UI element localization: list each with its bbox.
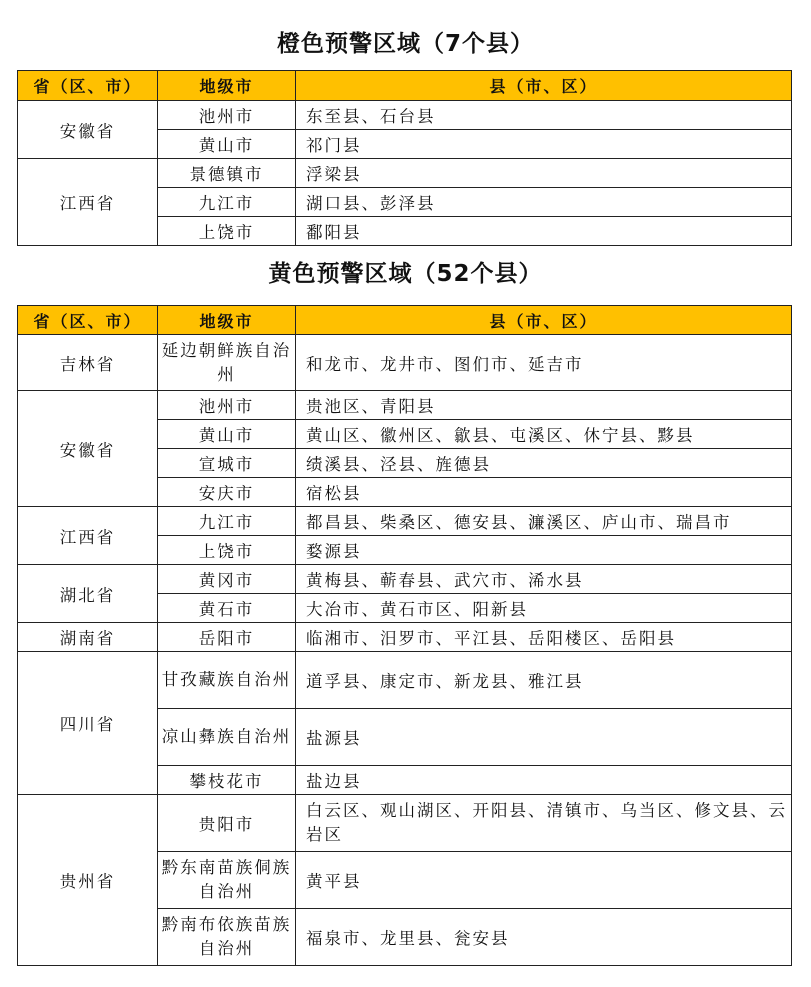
header-province: 省（区、市） [18, 306, 158, 335]
table-row [18, 335, 792, 391]
city-cell: 安庆市 [158, 478, 296, 507]
city-cell: 池州市 [158, 391, 296, 420]
table-row [18, 507, 792, 536]
city-cell: 宣城市 [158, 449, 296, 478]
county-cell: 宿松县 [296, 478, 792, 507]
city-cell: 贵阳市 [158, 795, 296, 852]
county-cell: 贵池区、青阳县 [296, 391, 792, 420]
city-cell: 攀枝花市 [158, 766, 296, 795]
city-cell: 池州市 [158, 101, 296, 130]
county-cell: 盐源县 [296, 709, 792, 766]
table-row [18, 391, 792, 420]
county-cell: 东至县、石台县 [296, 101, 792, 130]
city-cell: 黄冈市 [158, 565, 296, 594]
city-cell: 上饶市 [158, 536, 296, 565]
province-cell: 安徽省 [18, 391, 158, 507]
province-cell: 安徽省 [18, 101, 158, 159]
county-cell: 祁门县 [296, 130, 792, 159]
header-county: 县（市、区） [296, 306, 792, 335]
city-cell: 黔南布依族苗族自治州 [158, 909, 296, 966]
yellow-warning-title: 黄色预警区域（52个县） [268, 261, 543, 287]
county-cell: 鄱阳县 [296, 217, 792, 246]
orange-warning-title: 橙色预警区域（7个县） [276, 31, 534, 57]
city-cell: 上饶市 [158, 217, 296, 246]
table-header-row [18, 71, 792, 101]
county-cell: 福泉市、龙里县、瓮安县 [296, 909, 792, 966]
table-row [18, 565, 792, 594]
table-row [18, 623, 792, 652]
city-cell: 甘孜藏族自治州 [158, 652, 296, 709]
city-cell: 延边朝鲜族自治州 [158, 335, 296, 391]
city-cell: 凉山彝族自治州 [158, 709, 296, 766]
county-cell: 道孚县、康定市、新龙县、雅江县 [296, 652, 792, 709]
province-cell: 吉林省 [18, 335, 158, 391]
county-cell: 浮梁县 [296, 159, 792, 188]
table-row [18, 652, 792, 709]
table-row [18, 101, 792, 130]
county-cell: 和龙市、龙井市、图们市、延吉市 [296, 335, 792, 391]
county-cell: 绩溪县、泾县、旌德县 [296, 449, 792, 478]
county-cell: 大冶市、黄石市区、阳新县 [296, 594, 792, 623]
province-cell: 湖北省 [18, 565, 158, 623]
county-cell: 婺源县 [296, 536, 792, 565]
county-cell: 黄山区、徽州区、歙县、屯溪区、休宁县、黟县 [296, 420, 792, 449]
county-cell: 临湘市、汨罗市、平江县、岳阳楼区、岳阳县 [296, 623, 792, 652]
header-county: 县（市、区） [296, 71, 792, 101]
city-cell: 九江市 [158, 507, 296, 536]
table-row [18, 159, 792, 188]
city-cell: 岳阳市 [158, 623, 296, 652]
province-cell: 江西省 [18, 507, 158, 565]
county-cell: 盐边县 [296, 766, 792, 795]
header-city: 地级市 [158, 71, 296, 101]
county-cell: 湖口县、彭泽县 [296, 188, 792, 217]
yellow-warning-table [17, 305, 792, 966]
table-header-row [18, 306, 792, 335]
city-cell: 景德镇市 [158, 159, 296, 188]
city-cell: 九江市 [158, 188, 296, 217]
orange-warning-table [17, 70, 792, 246]
county-cell: 黄平县 [296, 852, 792, 909]
header-province: 省（区、市） [18, 71, 158, 101]
county-cell: 黄梅县、蕲春县、武穴市、浠水县 [296, 565, 792, 594]
province-cell: 贵州省 [18, 795, 158, 966]
header-city: 地级市 [158, 306, 296, 335]
city-cell: 黄石市 [158, 594, 296, 623]
table-row [18, 795, 792, 852]
province-cell: 江西省 [18, 159, 158, 246]
county-cell: 都昌县、柴桑区、德安县、濂溪区、庐山市、瑞昌市 [296, 507, 792, 536]
city-cell: 黄山市 [158, 420, 296, 449]
province-cell: 湖南省 [18, 623, 158, 652]
city-cell: 黔东南苗族侗族自治州 [158, 852, 296, 909]
county-cell: 白云区、观山湖区、开阳县、清镇市、乌当区、修文县、云岩区 [296, 795, 792, 852]
city-cell: 黄山市 [158, 130, 296, 159]
province-cell: 四川省 [18, 652, 158, 795]
